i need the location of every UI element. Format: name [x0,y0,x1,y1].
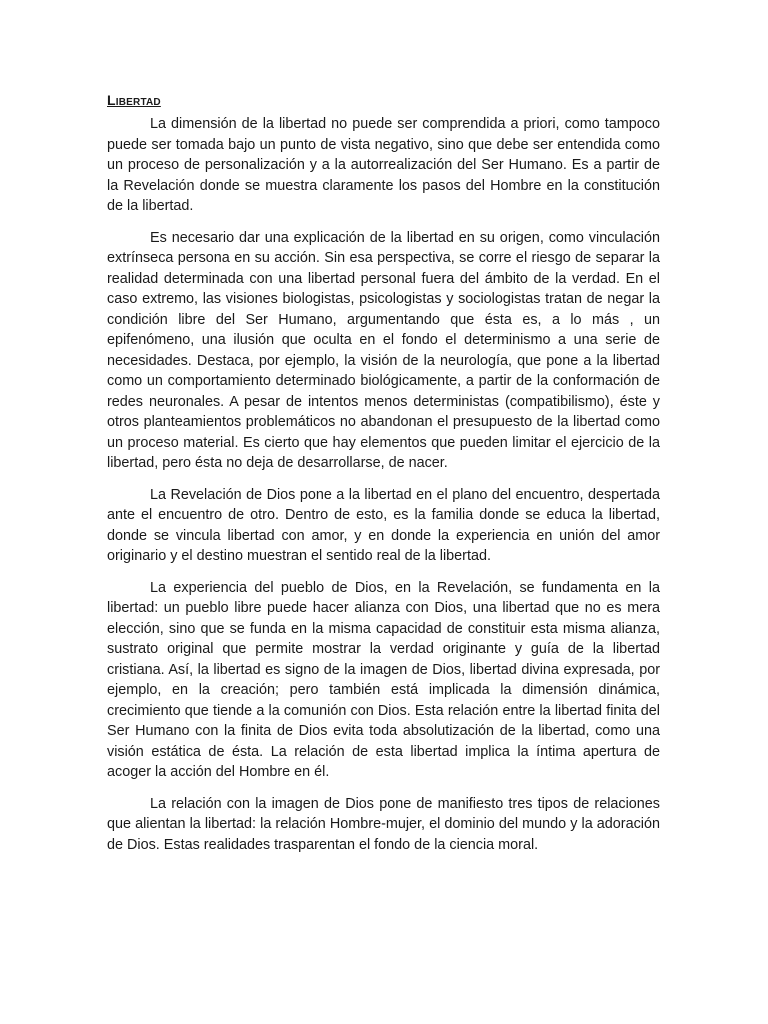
paragraph-5: La relación con la imagen de Dios pone de manifiesto tres tipos de relaciones que alientan la libertad: la relación Hombre-mujer, el dominio del mundo y la adoración de Dios. Estas realidades trasparentan el fondo de la ciencia moral. [107,795,660,853]
paragraph-4: La experiencia del pueblo de Dios, en la Revelación, se fundamenta en la libertad: un pueblo libre puede hacer alianza con Dios, una libertad que no es mera elección, sino que se funda en la misma capacidad de constituir esta misma alianza, sustrato original que permite mostrar la verdad originante y guía de la libertad cristiana. Así, la libertad es signo de la imagen de Dios, libertad divina expresada, por ejemplo, en la creación; pero también está implicada la dimensión dinámica, crecimiento que tiende a la comunión con Dios. Esta relación entre la libertad finita del Ser Humano con la finita de Dios evita toda absolutización de la libertad, como una visión estática de ésta. La relación de esta libertad implica la íntima apertura de acoger la acción del Hombre en él. [107,579,660,780]
document-body [107,90,660,866]
paragraph-1: La dimensión de la libertad no puede ser comprendida a priori, como tampoco puede ser tomada bajo un punto de vista negativo, sino que debe ser entendida como un proceso de personalización y a la autorrealización del Ser Humano. Es a partir de la Revelación donde se muestra claramente los pasos del Hombre en la constitución de la libertad. [107,116,660,214]
paragraph-3: La Revelación de Dios pone a la libertad en el plano del encuentro, despertada ante el encuentro de otro. Dentro de esto, es la familia donde se educa la libertad, donde se vincula libertad con amor, y en donde la experiencia en unión del amor originario y el destino muestran el sentido real de la libertad. [107,486,660,564]
section-heading: Libertad [107,92,161,108]
paragraph-2: Es necesario dar una explicación de la libertad en su origen, como vinculación extrínseca persona en su acción. Sin esa perspectiva, se corre el riesgo de separar la realidad determinada con una libertad personal fuera del ámbito de la verdad. En el caso extremo, las visiones biologistas, psicologistas y sociologistas tratan de negar la condición libre del Ser Humano, argumentando que ésta es, a lo más , un epifenómeno, una ilusión que oculta en el fondo el determinismo a una serie de necesidades. Destaca, por ejemplo, la visión de la neurología, que pone a la libertad como un comportamiento determinado biológicamente, a partir de la conformación de redes neuronales. A pesar de intentos menos deterministas (compatibilismo), éste y otros planteamientos problemáticos no abandonan el presupuesto de la libertad como un proceso material. Es cierto que hay elementos que pueden limitar el ejercicio de la libertad, pero ésta no deja de desarrollarse, de nacer. [107,229,660,471]
